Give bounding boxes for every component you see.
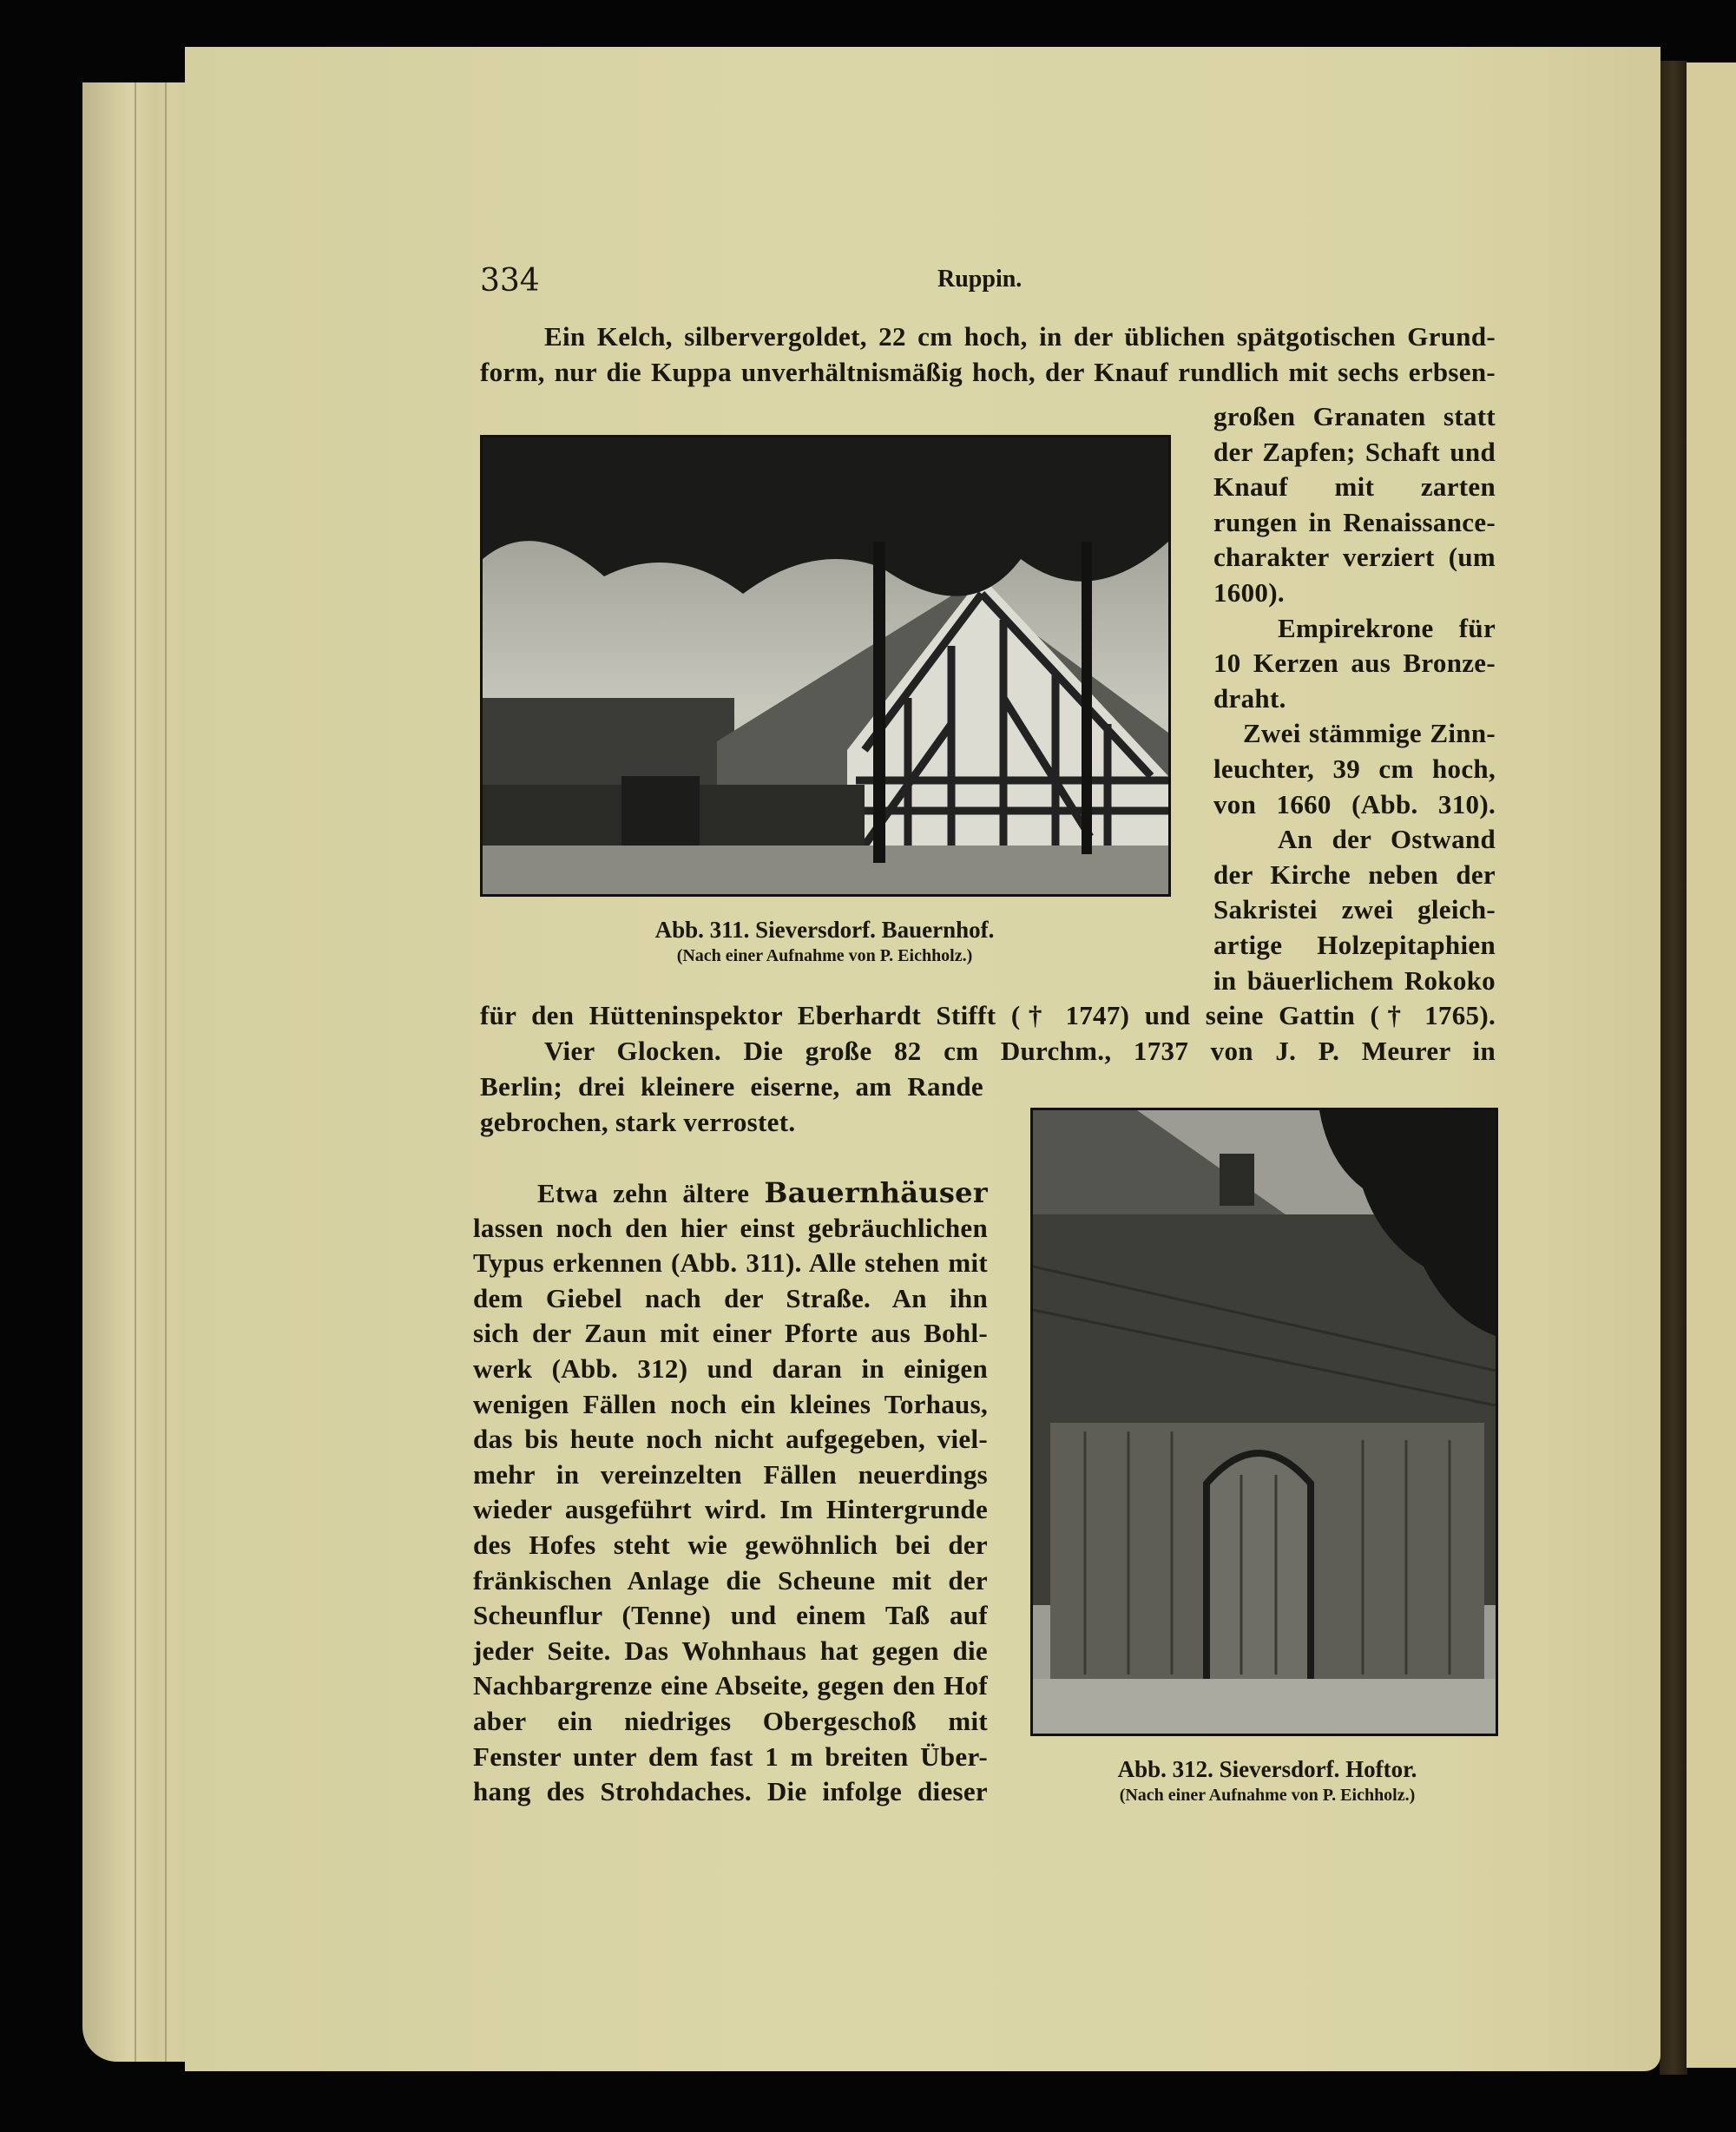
text-line: Typus erkennen (Abb. 311). Alle stehen mit [473,1247,988,1279]
text-line: Fenster unter dem fast 1 m breiten Über- [473,1740,988,1772]
figure-311-caption [599,916,1050,968]
text-line: mehr in vereinzelten Fällen neuerdings [473,1458,988,1490]
text-line: aber ein niedriges Obergeschoß mit [473,1706,988,1736]
page-number: 334 [480,263,540,299]
book-gutter [1660,61,1687,2075]
text-line: jeder Seite. Das Wohnhaus hat gegen die [473,1635,988,1666]
text-line: Ein Kelch, silbervergoldet, 22 cm hoch, in der üblichen spätgotischen Grund- [544,321,1496,352]
text-line: charakter verziert (um [1213,542,1496,573]
text-line: Vier Glocken. Die große 82 cm Durchm., 1737 von J. P. Meurer in [544,1035,1496,1066]
text-line: Sakristei zwei gleich- [1213,894,1496,925]
text-line: An der Ostwand [1278,824,1496,855]
text-line: des Hofes steht wie gewöhnlich bei der [473,1530,988,1560]
text-line: werk (Abb. 312) und daran in einigen [473,1353,988,1384]
text-line: 1600). [1213,577,1285,608]
figure-311-credit: (Nach einer Aufnahme von P. Eichholz.) [676,946,973,965]
text-line: der Zapfen; Schaft und [1213,436,1496,467]
text-line: sich der Zaun mit einer Pforte aus Bohl- [473,1318,988,1349]
figure-311-photo [480,435,1171,897]
text-line: Empirekrone für [1278,612,1496,643]
figure-312-credit: (Nach einer Aufnahme von P. Eichholz.) [1119,1786,1416,1805]
text-line: Nachbargrenze eine Abseite, gegen den Hof [473,1670,988,1701]
text-line: gebrochen, stark verrostet. [480,1106,796,1137]
text-line: Knauf mit zarten [1213,471,1496,503]
text-line: hang des Strohdaches. Die infolge dieser [473,1776,988,1807]
text-line: der Kirche neben der [1213,859,1496,890]
text-line: fränkischen Anlage die Scheune mit der [473,1564,988,1596]
text-line: Zwei stämmige Zinn- [1243,718,1496,749]
running-title: Ruppin. [937,266,1023,293]
text-line: Scheunflur (Tenne) und einem Taß auf [473,1600,988,1631]
text-line: von 1660 (Abb. 310). [1213,788,1496,819]
text-line: wenigen Fällen noch ein kleines Torhaus, [473,1388,988,1419]
text-line [537,1177,988,1208]
figure-311-title: Abb. 311. Sieversdorf. Bauernhof. [654,917,995,943]
text-line: draht. [1213,682,1286,714]
text-line: 10 Kerzen aus Bronze- [1213,648,1496,679]
emphasized-term: Bauernhäuser [764,1177,988,1208]
text-line: großen Granaten statt [1213,401,1496,431]
text-line: wieder ausgeführt wird. Im Hintergrunde [473,1494,988,1525]
text-line: dem Giebel nach der Straße. An ihn [473,1282,988,1313]
text-line: in bäuerlichem Rokoko [1213,964,1496,996]
text-line: für den Hütteninspektor Eberhardt Stifft († 1747) und seine Gattin († 1765). [480,1000,1496,1030]
text-line: artige Holzepitaphien [1213,930,1496,960]
text-line: Berlin; drei kleinere eiserne, am Rande [480,1071,983,1102]
lead-text: Etwa zehn ältere [537,1178,765,1208]
text-line: das bis heute noch nicht aufgegeben, viel- [473,1424,988,1455]
text-line: rungen in Renaissance- [1213,506,1496,537]
text-line: lassen noch den hier einst gebräuchlichen [473,1212,988,1243]
facing-page-edge [1687,63,1736,2068]
figure-312-caption [1042,1755,1493,1807]
figure-312-title: Abb. 312. Sieversdorf. Hoftor. [1117,1756,1417,1782]
text-line: leuchter, 39 cm hoch, [1213,753,1496,784]
text-line: form, nur die Kuppa unverhältnismäßig hoch, der Knauf rundlich mit sechs erbsen- [480,356,1496,387]
figure-312-photo [1030,1108,1498,1736]
